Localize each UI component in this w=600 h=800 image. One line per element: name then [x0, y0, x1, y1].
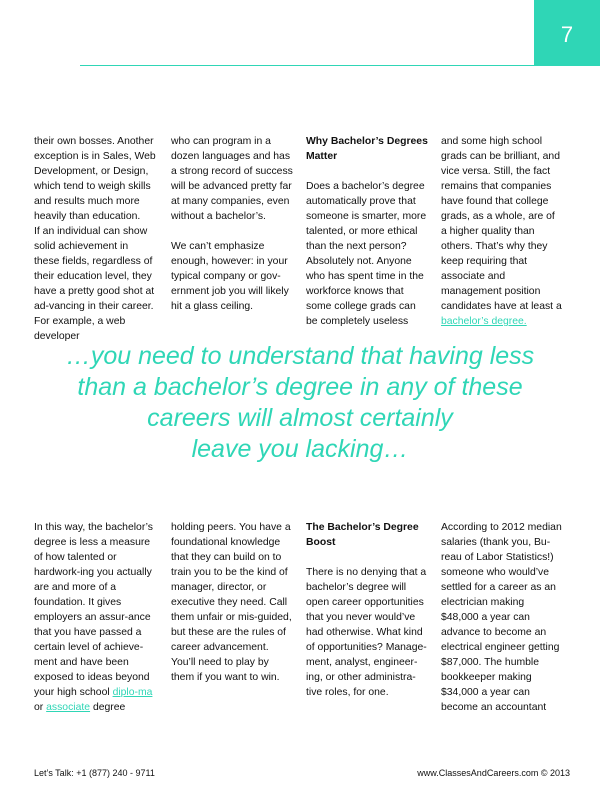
- paragraph: There is no denying that a bachelor’s degree will open career opportunities that you never would’ve had otherwise. What kind of opportunities? Manage-ment, analyst, engineer-ing, or other administra-tive roles, for one.: [306, 567, 427, 698]
- section-heading: The Bachelor’s Degree Boost: [306, 522, 419, 548]
- top-column-3: [306, 134, 428, 329]
- paragraph: Does a bachelor’s degree automatically prove that someone is smarter, more talented, or more ethical than the next person? Absolutely not. Anyone who has spent time in the workforce knows that some college grads can be completely useless: [306, 181, 427, 327]
- paragraph: According to 2012 median salaries (thank you, Bu-reau of Labor Statistics!) someone who would’ve settled for a career as an electrician making $48,000 a year can advance to become an electrical engineer getting $87,000. The humble bookkeeper making $34,000 a year can become an accountant: [441, 522, 562, 713]
- bottom-column-4: [441, 520, 563, 715]
- pull-quote-line: than a bachelor’s degree in any of these: [77, 373, 523, 401]
- paragraph: If an individual can show solid achievement in these fields, regardless of their education level, they have a pretty good shot at ad-vancing in their career. For example, a web developer: [34, 226, 155, 342]
- bottom-column-3: [306, 520, 428, 700]
- paragraph: who can program in a dozen languages and has a strong record of success will be advanced pretty far at many companies, even without a bachelor’s.: [171, 136, 293, 222]
- page-number: 7: [560, 22, 574, 47]
- paragraph-text: or: [34, 702, 44, 713]
- pull-quote: [30, 341, 570, 465]
- header-rule: [80, 65, 534, 66]
- paragraph: [441, 134, 563, 329]
- footer-phone: Let’s Talk: +1 (877) 240 - 9711: [34, 768, 155, 778]
- diploma-link[interactable]: diplo-ma: [112, 687, 153, 698]
- footer-site: www.ClassesAndCareers.com © 2013: [417, 768, 570, 778]
- associate-link[interactable]: associate: [46, 702, 91, 713]
- top-column-2: [171, 134, 293, 314]
- paragraph: [34, 520, 156, 715]
- paragraph-text: In this way, the bachelor’s degree is less a measure of how talented or hardwork-ing you actually are and more of a foundation. It gives employers an assur-ance that you have passed a certain level of achieve-ment and have been exposed to ideas beyond your high school: [34, 522, 153, 698]
- pull-quote-line: leave you lacking…: [191, 435, 409, 463]
- bottom-column-1: [34, 520, 156, 715]
- page-number-badge: [534, 0, 600, 66]
- pull-quote-line: …you need to understand that having less: [65, 342, 535, 370]
- paragraph-text: and some high school grads can be brilliant, and vice versa. Still, the fact remains that companies have found that college grads, as a whole, are of a higher quality than others. That’s why they keep requiring that associate and management position candidates have at least a: [441, 136, 562, 312]
- paragraph-text: degree: [92, 702, 126, 713]
- bottom-column-2: [171, 520, 293, 685]
- paragraph: holding peers. You have a foundational knowledge that they can build on to train you to be the kind of manager, director, or executive they need. Call them unfair or mis-guided, but these are the rules of career advancement. You’ll need to play by them if you want to win.: [171, 522, 292, 683]
- pull-quote-line: careers will almost certainly: [147, 404, 453, 432]
- top-column-1: [34, 134, 156, 344]
- section-heading: Why Bachelor’s Degrees Matter: [306, 136, 428, 162]
- bachelors-degree-link[interactable]: bachelor’s degree.: [441, 316, 527, 327]
- paragraph: their own bosses. Another exception is in Sales, Web Development, or Design, which tend to weigh skills and results much more heavily than education.: [34, 136, 156, 222]
- paragraph: We can’t emphasize enough, however: in your typical company or gov-ernment job you will likely hit a glass ceiling.: [171, 241, 289, 312]
- top-column-4: [441, 134, 563, 329]
